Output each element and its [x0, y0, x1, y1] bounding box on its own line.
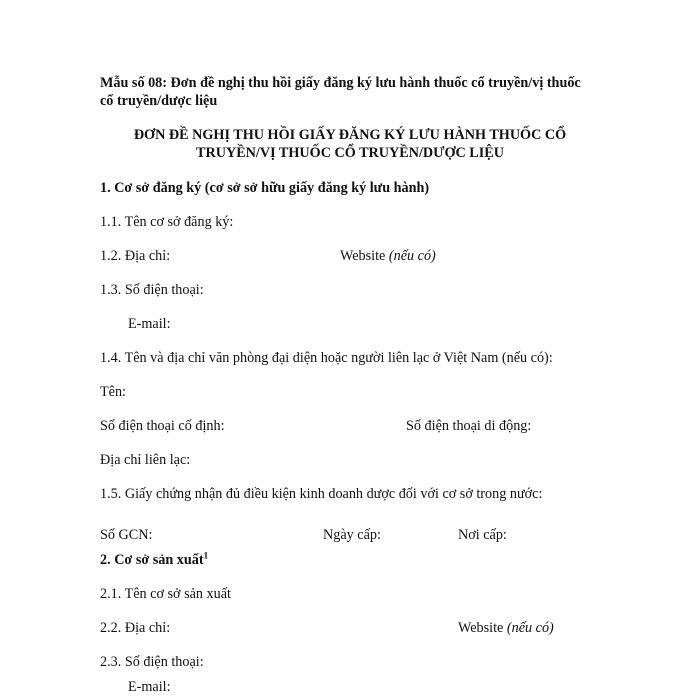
website-field-2: [458, 620, 554, 637]
field-1-2: 1.2. Địa chỉ:: [100, 248, 171, 264]
landline-label: Số điện thoại cố định:: [100, 418, 225, 434]
template-label: Mẫu số 08:: [100, 75, 167, 91]
field-1-1: 1.1. Tên cơ sở đăng ký:: [100, 214, 234, 230]
contact-address-label: Địa chỉ liên lạc:: [100, 452, 191, 468]
document-title-line1: ĐƠN ĐỀ NGHỊ THU HỒI GIẤY ĐĂNG KÝ LƯU HÀNH THUỐC CỔ: [133, 127, 567, 143]
template-desc-line1: Đơn đề nghị thu hồi giấy đăng ký lưu hành thuốc cổ truyền/vị thuốc: [170, 75, 581, 91]
gcn-number-label: Số GCN:: [100, 527, 153, 543]
template-caption: [100, 75, 581, 92]
issue-date-label: Ngày cấp:: [323, 527, 381, 543]
if-any-note-2: (nếu có): [506, 620, 554, 636]
email-label: E-mail:: [128, 316, 171, 332]
field-1-5: 1.5. Giấy chứng nhận đủ điều kiện kinh doanh dược đối với cơ sở trong nước:: [100, 486, 543, 502]
issue-place-label: Nơi cấp:: [458, 527, 507, 543]
section2-heading: [100, 552, 208, 569]
document-title-line2: TRUYỀN/VỊ THUỐC CỔ TRUYỀN/DƯỢC LIỆU: [196, 145, 504, 161]
section1-heading: 1. Cơ sở đăng ký (cơ sở sở hữu giấy đăng ký lưu hành): [100, 180, 430, 196]
footnote-marker: 1: [203, 550, 209, 561]
section2-heading-text: 2. Cơ sở sản xuất: [100, 552, 204, 568]
mobile-label: Số điện thoại di động:: [406, 418, 532, 434]
website-field: [340, 248, 436, 265]
email-label-2: E-mail:: [128, 679, 171, 695]
field-2-3: 2.3. Số điện thoại:: [100, 654, 204, 670]
field-1-3: 1.3. Số điện thoại:: [100, 282, 204, 298]
field-2-2: 2.2. Địa chỉ:: [100, 620, 171, 636]
template-desc-line2: cổ truyền/dược liệu: [100, 93, 218, 109]
if-any-note: (nếu có): [388, 248, 436, 264]
field-1-4: 1.4. Tên và địa chỉ văn phòng đại diện hoặc người liên lạc ở Việt Nam (nếu có):: [100, 350, 553, 366]
name-label: Tên:: [100, 384, 126, 400]
field-2-1: 2.1. Tên cơ sở sản xuất: [100, 586, 231, 602]
website-label-2: Website: [458, 620, 504, 636]
website-label: Website: [340, 248, 386, 264]
